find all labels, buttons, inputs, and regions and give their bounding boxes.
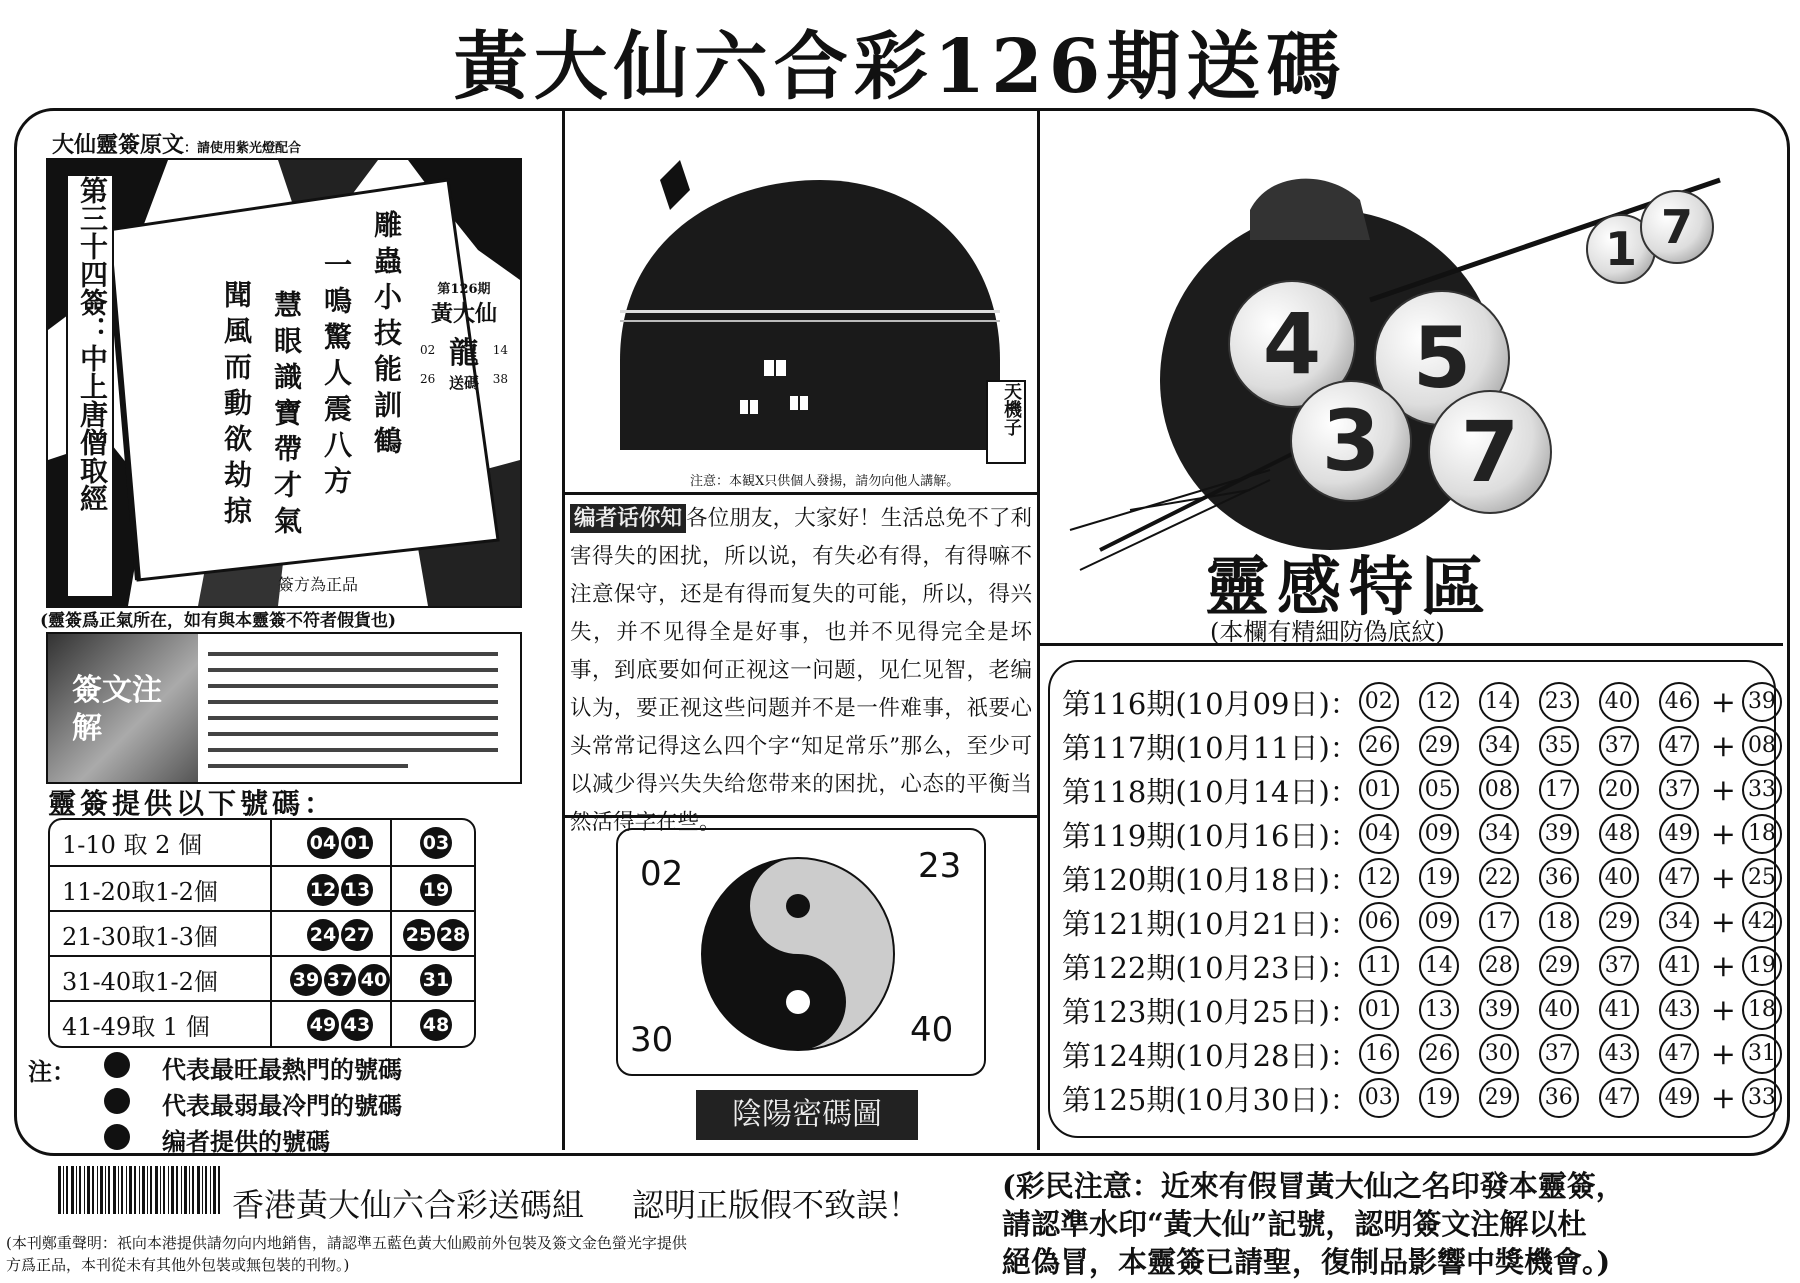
- history-ball: 34: [1479, 726, 1519, 766]
- plus-sign: +: [1710, 1080, 1736, 1116]
- poem-line-2: 一鳴驚人震八方: [320, 250, 353, 502]
- divider-mid-h1: [562, 492, 1038, 495]
- period-badge: [420, 278, 508, 398]
- history-label: 第120期(10月18日)：: [1062, 862, 1359, 897]
- seal-text: 簽方為正品: [278, 575, 359, 594]
- yinyang-box: [616, 828, 986, 1076]
- history-ball: 40: [1599, 858, 1639, 898]
- history-label: 第117期(10月11日)：: [1062, 730, 1359, 765]
- editor-ball: 19: [420, 874, 452, 906]
- history-label: 第123期(10月25日)：: [1062, 994, 1359, 1029]
- footer-slogan: 認明正版假不致誤！: [632, 1186, 921, 1224]
- note-hot: 代表最旺最熱門的號碼: [162, 1055, 402, 1084]
- ball-3: 3: [1290, 380, 1412, 502]
- divider-right: [1037, 110, 1040, 1150]
- yinyang-title: 陰陽密碼圖: [696, 1090, 918, 1140]
- history-ball: 01: [1359, 990, 1399, 1030]
- notice-line-2: 請認準水印“黃大仙”記號，認明簽文注解以杜: [1002, 1207, 1587, 1241]
- qian-title: 中上唐僧取經: [76, 344, 109, 512]
- history-ball: 47: [1659, 1034, 1699, 1074]
- history-ball: 05: [1419, 770, 1459, 810]
- ball-7-small: 7: [1640, 190, 1714, 264]
- yinyang-tl: 02: [640, 854, 684, 894]
- history-ball: 47: [1659, 858, 1699, 898]
- ball-1-small: 1: [1586, 214, 1656, 284]
- history-ball: 47: [1599, 1078, 1639, 1118]
- history-ball: 14: [1479, 682, 1519, 722]
- row-range: 41-49取 1 個: [62, 1013, 210, 1041]
- hot-dot-icon: [104, 1052, 130, 1078]
- provide-title: 靈簽提供以下號碼：: [48, 787, 337, 820]
- history-ball: 36: [1539, 858, 1579, 898]
- plus-sign: +: [1710, 948, 1736, 984]
- history-ball: 46: [1659, 682, 1699, 722]
- qian-number-title: 第三十四簽：中上唐僧取經: [66, 174, 114, 598]
- history-label: 第124期(10月28日)：: [1062, 1038, 1359, 1073]
- hot-ball: 27: [341, 919, 373, 951]
- history-ball: 29: [1539, 946, 1579, 986]
- history-ball: 35: [1539, 726, 1579, 766]
- editor-ball: 28: [437, 919, 469, 951]
- qian-header-note: 請使用紫光燈配合: [197, 141, 302, 156]
- table-row: [50, 955, 474, 1002]
- table-row: [50, 910, 474, 957]
- history-ball: 39: [1539, 814, 1579, 854]
- history-ball: 22: [1479, 858, 1519, 898]
- editor-ball: 31: [420, 964, 452, 996]
- plus-sign: +: [1710, 904, 1736, 940]
- history-ball: 12: [1359, 858, 1399, 898]
- history-ball: 41: [1659, 946, 1699, 986]
- special-ball: 19: [1742, 946, 1782, 986]
- history-ball: 37: [1599, 946, 1639, 986]
- history-ball: 29: [1419, 726, 1459, 766]
- note-label: 注：: [28, 1057, 76, 1086]
- hot-ball: 01: [341, 827, 373, 859]
- notice-line-1: (彩民注意：近來有假冒黃大仙之名印發本靈簽，: [1002, 1169, 1625, 1203]
- badge-n2: 14: [492, 343, 508, 357]
- jiewen-texture: [208, 642, 508, 774]
- editor-ball: 03: [420, 827, 452, 859]
- history-ball: 48: [1599, 814, 1639, 854]
- history-ball: 06: [1359, 902, 1399, 942]
- jiewen-title: 簽文注解: [72, 673, 162, 746]
- special-ball: 33: [1742, 770, 1782, 810]
- history-label: 第125期(10月30日)：: [1062, 1082, 1359, 1117]
- special-ball: 39: [1742, 682, 1782, 722]
- history-ball: 19: [1419, 1078, 1459, 1118]
- hot-ball: 24: [307, 919, 339, 951]
- history-row: [1062, 1072, 1776, 1124]
- history-ball: 37: [1659, 770, 1699, 810]
- poem-line-1: 雕蟲小技能訓鶴: [370, 210, 403, 462]
- table-row: [50, 1000, 474, 1047]
- footer-group: 香港黃大仙六合彩送碼組: [232, 1186, 585, 1224]
- badge-n4: 38: [492, 372, 508, 386]
- editor-text: 各位朋友，大家好！生活总免不了利害得失的困扰，所以说，有失必有得，有得嘛不注意保守，还是有得而复失的可能，所以，得兴失，并不见得全是好事，也并不见得完全是坏事，到底要如何正视这一问题，见仁见智，老编认为，要正视这些问题并不是一件难事，祇要心头常常记得这么四个字“知足常乐”那么，至少可以减少得兴失失给您带来的困扰，心态的平衡当然活得字在些。: [570, 506, 1032, 835]
- disclaimer-line-1: (本刊鄭重聲明：祇向本港提供請勿向内地銷售，請認準五藍色黃大仙殿前外包裝及簽文金色螢光字提供: [6, 1234, 687, 1252]
- history-ball: 20: [1599, 770, 1639, 810]
- history-ball: 34: [1479, 814, 1519, 854]
- history-ball: 19: [1419, 858, 1459, 898]
- history-ball: 47: [1659, 726, 1699, 766]
- history-ball: 34: [1659, 902, 1699, 942]
- special-ball: 31: [1742, 1034, 1782, 1074]
- history-ball: 23: [1539, 682, 1579, 722]
- history-ball: 49: [1659, 814, 1699, 854]
- history-label: 第119期(10月16日)：: [1062, 818, 1359, 853]
- history-ball: 01: [1359, 770, 1399, 810]
- plus-sign: +: [1710, 772, 1736, 808]
- history-ball: 28: [1479, 946, 1519, 986]
- special-ball: 42: [1742, 902, 1782, 942]
- qian-number: 第三十四簽: [76, 176, 109, 316]
- disclaimer-line-2: 方爲正品，本刊從未有其他外包裝或無包裝的刊物。): [6, 1256, 350, 1274]
- row-range: 31-40取1-2個: [62, 968, 218, 996]
- hot-ball: 13: [341, 874, 373, 906]
- cold-dot-icon: [104, 1088, 130, 1114]
- history-ball: 02: [1359, 682, 1399, 722]
- history-ball: 49: [1659, 1078, 1699, 1118]
- image-caption: 注意：本観Ⅹ只供個人發揚，請勿向他人講解。: [690, 474, 960, 489]
- editor-dot-icon: [104, 1124, 130, 1150]
- hot-ball: 04: [307, 827, 339, 859]
- plus-sign: +: [1710, 860, 1736, 896]
- zone-subtitle: (本欄有精細防偽底紋): [1210, 618, 1445, 646]
- yinyang-icon: [688, 854, 908, 1054]
- divider-left: [562, 110, 565, 1150]
- badge-sub: 送碼: [448, 374, 479, 392]
- note-cold: 代表最弱最冷門的號碼: [162, 1091, 402, 1120]
- history-ball: 29: [1479, 1078, 1519, 1118]
- yinyang-tr: 23: [918, 846, 962, 886]
- badge-n3: 26: [420, 372, 436, 386]
- special-ball: 08: [1742, 726, 1782, 766]
- editor-ball: 25: [403, 919, 435, 951]
- page-title: 黃大仙六合彩126期送碼: [453, 24, 1347, 110]
- special-ball: 18: [1742, 814, 1782, 854]
- history-ball: 09: [1419, 902, 1459, 942]
- row-range: 1-10 取 2 個: [62, 831, 203, 859]
- history-ball: 17: [1539, 770, 1579, 810]
- history-ball: 13: [1419, 990, 1459, 1030]
- editor-ball: 48: [420, 1009, 452, 1041]
- history-label: 第116期(10月09日)：: [1062, 686, 1359, 721]
- yinyang-bl: 30: [630, 1020, 674, 1060]
- history-ball: 18: [1539, 902, 1579, 942]
- note-editor: 编者提供的號碼: [162, 1127, 330, 1156]
- zone-title: 靈感特區: [1205, 550, 1493, 625]
- history-ball: 40: [1599, 682, 1639, 722]
- special-ball: 18: [1742, 990, 1782, 1030]
- ball-4: 4: [1228, 280, 1356, 408]
- history-label: 第118期(10月14日)：: [1062, 774, 1359, 809]
- history-label: 第121期(10月21日)：: [1062, 906, 1359, 941]
- history-ball: 37: [1599, 726, 1639, 766]
- history-ball: 17: [1479, 902, 1519, 942]
- history-ball: 04: [1359, 814, 1399, 854]
- hot-ball: 37: [324, 964, 356, 996]
- history-ball: 41: [1599, 990, 1639, 1030]
- history-ball: 14: [1419, 946, 1459, 986]
- table-row: [50, 820, 474, 865]
- badge-n1: 02: [420, 343, 436, 357]
- image-tag: 天機子: [986, 380, 1026, 464]
- history-label: 第122期(10月23日)：: [1062, 950, 1359, 985]
- history-ball: 43: [1659, 990, 1699, 1030]
- hot-ball: 43: [341, 1009, 373, 1041]
- history-ball: 36: [1539, 1078, 1579, 1118]
- yinyang-br: 40: [910, 1010, 954, 1050]
- history-ball: 08: [1479, 770, 1519, 810]
- qian-header-text: 大仙靈簽原文: [52, 132, 185, 158]
- ball-5: 5: [1374, 290, 1510, 426]
- badge-animal: 龍: [449, 336, 479, 371]
- special-ball: 25: [1742, 858, 1782, 898]
- history-ball: 39: [1479, 990, 1519, 1030]
- plus-sign: +: [1710, 1036, 1736, 1072]
- history-ball: 03: [1359, 1078, 1399, 1118]
- barcode-icon: [58, 1166, 226, 1224]
- plus-sign: +: [1710, 992, 1736, 1028]
- hot-ball: 12: [307, 874, 339, 906]
- special-ball: 33: [1742, 1078, 1782, 1118]
- hot-ball: 40: [358, 964, 390, 996]
- history-ball: 26: [1419, 1034, 1459, 1074]
- history-ball: 29: [1599, 902, 1639, 942]
- plus-sign: +: [1710, 728, 1736, 764]
- dome-illustration: [600, 160, 1020, 470]
- warning-text: (靈簽爲正氣所在，如有與本靈簽不符者假貨也): [40, 611, 397, 631]
- numbers-table: [48, 818, 476, 1048]
- history-ball: 40: [1539, 990, 1579, 1030]
- qian-header: 大仙靈簽原文：請使用紫光燈配合: [52, 132, 302, 158]
- history-ball: 43: [1599, 1034, 1639, 1074]
- jiewen-block: [46, 632, 522, 784]
- history-ball: 11: [1359, 946, 1399, 986]
- notice-line-3: 絕偽冒，本靈簽已請聖，復制品影響中獎機會。): [1002, 1245, 1611, 1279]
- history-ball: 09: [1419, 814, 1459, 854]
- ball-7: 7: [1428, 390, 1552, 514]
- badge-period: 第126期: [437, 282, 491, 297]
- hot-ball: 49: [307, 1009, 339, 1041]
- poem-line-4: 聞風而動欲劫掠: [220, 280, 253, 532]
- editor-label: 编者话你知: [570, 504, 686, 533]
- row-range: 11-20取1-2個: [62, 878, 218, 906]
- history-ball: 12: [1419, 682, 1459, 722]
- hot-ball: 39: [290, 964, 322, 996]
- plus-sign: +: [1710, 684, 1736, 720]
- history-ball: 37: [1539, 1034, 1579, 1074]
- poem-line-3: 慧眼識寶帶才氣: [270, 290, 303, 542]
- plus-sign: +: [1710, 816, 1736, 852]
- qian-image: [46, 158, 522, 608]
- history-ball: 30: [1479, 1034, 1519, 1074]
- history-ball: 26: [1359, 726, 1399, 766]
- history-ball: 16: [1359, 1034, 1399, 1074]
- editor-note: [570, 500, 1032, 835]
- badge-name: 黃大仙: [430, 301, 497, 327]
- table-row: [50, 865, 474, 912]
- row-range: 21-30取1-3個: [62, 923, 218, 951]
